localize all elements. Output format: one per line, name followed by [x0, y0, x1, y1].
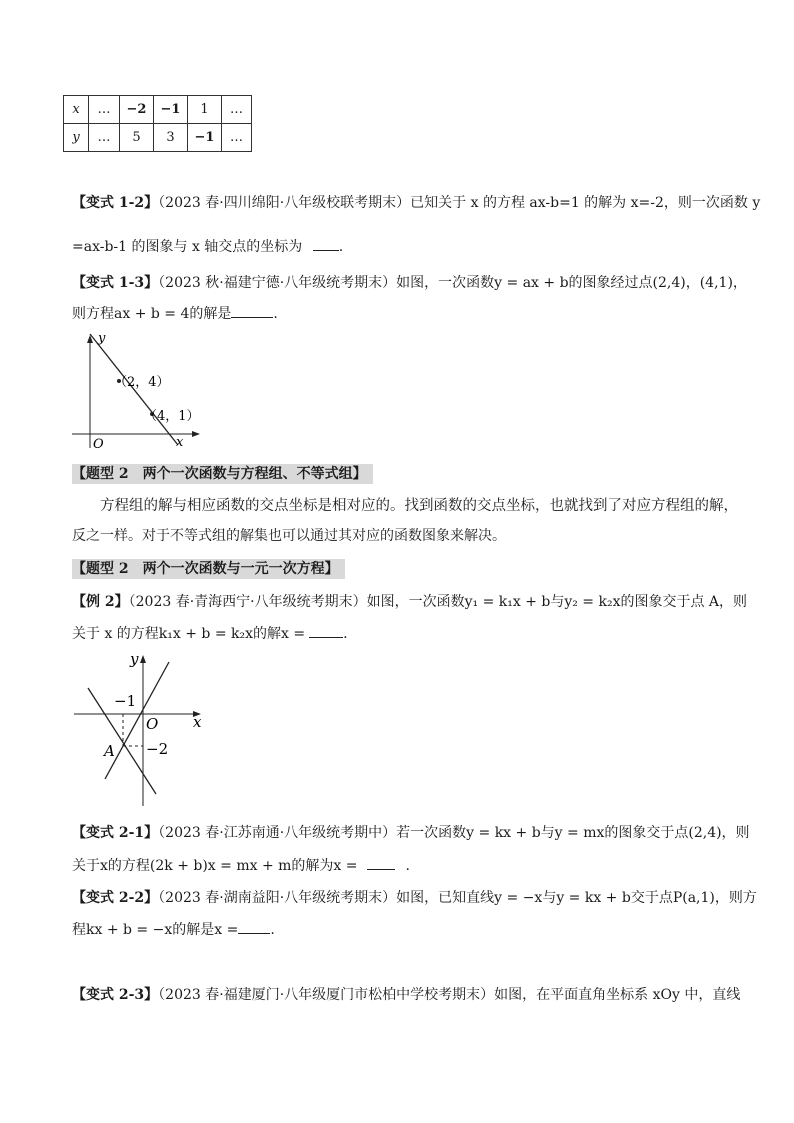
point-label: （4，1）	[144, 409, 200, 424]
example-2	[72, 592, 748, 612]
y-axis-label: y	[98, 331, 106, 346]
question-text: 则方程ax + b = 4的解是	[72, 306, 232, 322]
x-value-label: −1	[114, 692, 137, 710]
period: .	[273, 306, 278, 322]
question-tag: 【变式 2-3】	[72, 987, 159, 1003]
question-text: 关于x的方程(2k + b)x = mx + m的解为x =	[72, 858, 358, 874]
question-tag: 【变式 2-1】	[72, 825, 159, 841]
question-text: （2023 春·湖南益阳·八年级统考期末）如图，已知直线y = −x与y = kx + b交于点P(a,1)，则方	[158, 890, 757, 906]
example-2-line2	[72, 623, 726, 644]
table-cell: …	[222, 96, 252, 124]
question-variant-2-1	[72, 823, 750, 843]
table-cell: …	[89, 124, 120, 152]
question-text: （2023 秋·福建宁德·八年级统考期末）如图，一次函数y = ax + b的图象经过点(2,4)，(4,1)，	[158, 275, 747, 291]
question-tag: 【变式 1-2】	[72, 195, 159, 211]
answer-blank[interactable]	[309, 623, 343, 638]
table-cell: x	[64, 96, 89, 124]
question-text: （2023 春·福建厦门·八年级厦门市松柏中学校考期末）如图，在平面直角坐标系 xOy 中，直线	[158, 987, 741, 1003]
question-text: =ax-b-1 的图象与 x 轴交点的坐标为	[72, 239, 303, 255]
period: .	[338, 239, 344, 255]
question-variant-2-3	[72, 985, 741, 1005]
question-variant-1-3-line2	[72, 303, 726, 324]
table-cell: 1	[188, 96, 222, 124]
question-text: 关于 x 的方程k₁x + b = k₂x的解x =	[72, 626, 306, 642]
table-cell: …	[89, 96, 120, 124]
answer-blank[interactable]	[367, 855, 395, 870]
x-axis-label: x	[176, 435, 184, 450]
y-axis-arrow	[140, 655, 146, 663]
table-cell: −1	[188, 124, 222, 152]
answer-blank[interactable]	[231, 303, 273, 318]
answer-blank[interactable]	[313, 236, 339, 251]
question-text: （2023 春·青海西宁·八年级统考期末）如图，一次函数y₁ = k₁x + b与y₂ = k₂x的图象交于点 A，则	[128, 594, 748, 610]
y-value-label: −2	[146, 740, 169, 758]
table-cell: 3	[154, 124, 188, 152]
section-heading: 【题型 2 两个一次函数与一元一次方程】	[72, 559, 345, 579]
question-variant-2-2	[72, 888, 757, 908]
question-tag: 【例 2】	[72, 594, 129, 610]
table-cell: −1	[154, 96, 188, 124]
question-tag: 【变式 2-2】	[72, 890, 159, 906]
question-variant-2-2-line2	[72, 919, 726, 940]
period: .	[270, 922, 275, 938]
question-text: （2023 春·江苏南通·八年级统考期中）若一次函数y = kx + b与y = mx的图象交于点(2,4)，则	[158, 825, 750, 841]
question-tag: 【变式 1-3】	[72, 275, 159, 291]
period: .	[405, 858, 410, 874]
origin-label: O	[146, 715, 159, 733]
question-variant-1-2-line2	[72, 236, 726, 257]
question-text: （2023 春·四川绵阳·八年级校联考期末）已知关于 x 的方程 ax-b=1 的解为 x=-2，则一次函数 y	[158, 195, 761, 211]
question-variant-2-1-line2	[72, 855, 726, 876]
section-heading: 【题型 2 两个一次函数与方程组、不等式组】	[72, 464, 373, 484]
table-cell: −2	[120, 96, 154, 124]
table-cell: 5	[120, 124, 154, 152]
table-row	[64, 124, 252, 152]
point-a-label: A	[104, 742, 115, 760]
xy-value-table	[63, 95, 252, 152]
intro-paragraph-line: 反之一样。对于不等式组的解集也可以通过其对应的函数图象来解决。	[72, 528, 506, 544]
question-variant-1-3	[72, 273, 747, 293]
y-axis-label: y	[130, 650, 139, 668]
line-graph-figure-2	[70, 648, 210, 810]
period: .	[343, 626, 348, 642]
answer-blank[interactable]	[238, 919, 270, 934]
x-axis-arrow	[192, 431, 200, 437]
question-variant-1-2	[72, 193, 761, 213]
origin-label: O	[93, 437, 104, 452]
table-cell: …	[222, 124, 252, 152]
line-graph-figure-1	[66, 330, 206, 455]
question-text: 程kx + b = −x的解是x =	[72, 922, 239, 938]
table-row	[64, 96, 252, 124]
intro-paragraph-line: 方程组的解与相应函数的交点坐标是相对应的。找到函数的交点坐标，也就找到了对应方程组的解，	[100, 498, 738, 514]
table-cell: y	[64, 124, 89, 152]
point-label: （2，4）	[114, 375, 170, 390]
x-axis-label: x	[193, 713, 202, 731]
function-line-y2	[105, 662, 169, 779]
